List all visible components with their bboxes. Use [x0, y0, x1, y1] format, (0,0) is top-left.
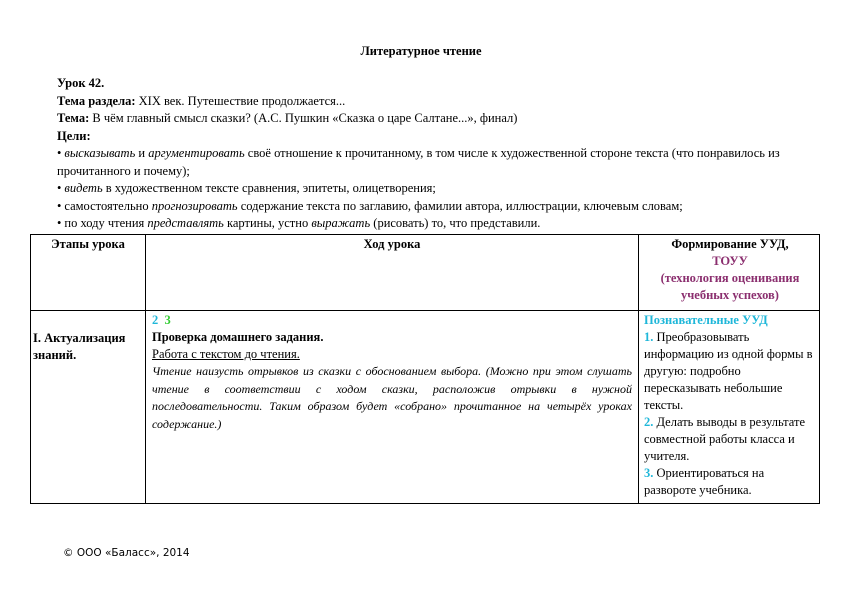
uud-item: 1. Преобразовывать информацию из одной формы в другую: подробно пересказывать небольшие тексты.	[644, 330, 813, 412]
uud-item: 2. Делать выводы в результате совместной работы класса и учителя.	[644, 415, 806, 463]
document-title: Литературное чтение	[360, 44, 482, 58]
uud-cell	[644, 312, 816, 499]
goal-item: • видеть в художественном тексте сравнения, эпитеты, олицетворения;	[57, 180, 787, 198]
table-border-top	[30, 234, 820, 235]
goal-item: • по ходу чтения представлять картины, устно выражать (рисовать) то, что представили.	[57, 215, 787, 233]
section-line	[57, 93, 787, 111]
goal-item: • самостоятельно прогнозировать содержание текста по заглавию, фамилии автора, иллюстрации, ключевым словам;	[57, 198, 787, 216]
table-border-right	[819, 234, 820, 504]
goals-label: Цели:	[57, 128, 91, 143]
topic-value: В чём главный смысл сказки? (А.С. Пушкин «Сказка о царе Салтане...», финал)	[89, 111, 518, 125]
lesson-table	[30, 234, 820, 504]
stage-cell: I. Актуализация знаний.	[33, 331, 126, 362]
copyright-footer: © ООО «Баласс», 2014	[63, 547, 190, 559]
homework-check-title: Проверка домашнего задания.	[152, 330, 324, 344]
table-col-divider	[638, 234, 639, 504]
lesson-number: Урок 42.	[57, 76, 105, 90]
lesson-header	[57, 75, 787, 233]
process-cell	[152, 312, 632, 433]
header-touu: ТОУУ	[712, 254, 748, 268]
slide-numbers: 2 3	[152, 313, 171, 327]
section-label: Тема раздела:	[57, 93, 136, 108]
uud-heading: Познавательные УУД	[644, 313, 768, 327]
header-uud: Формирование УУД, ТОУУ (технология оценивания учебных успехов)	[642, 236, 818, 304]
header-stages: Этапы урока	[51, 237, 125, 251]
topic-line	[57, 110, 787, 128]
table-border-bottom	[30, 503, 820, 504]
table-border-row	[30, 310, 820, 311]
section-value: XIX век. Путешествие продолжается...	[135, 93, 346, 108]
header-process: Ход урока	[363, 237, 421, 251]
work-before-reading: Работа с текстом до чтения.	[152, 347, 300, 361]
topic-label: Тема:	[57, 111, 90, 125]
goal-item: • высказывать и аргументировать своё отношение к прочитанному, в том числе к художественной стороне текста (что понравилось из прочитанного и почему);	[57, 145, 787, 180]
reading-instruction: Чтение наизусть отрывков из сказки с обоснованием выбора. (Можно при этом слушать чтение в соответствии с ходом сказки, расположив отрывки в нужной последовательности. Таким образом будет «собрано» прочитанное на четырёх уроках содержание.)	[152, 364, 632, 431]
header-tech: (технология оценивания учебных успехов)	[660, 271, 800, 302]
uud-item: 3. Ориентироваться на развороте учебника.	[644, 466, 765, 497]
table-border-left	[30, 234, 31, 504]
table-col-divider	[145, 234, 146, 504]
